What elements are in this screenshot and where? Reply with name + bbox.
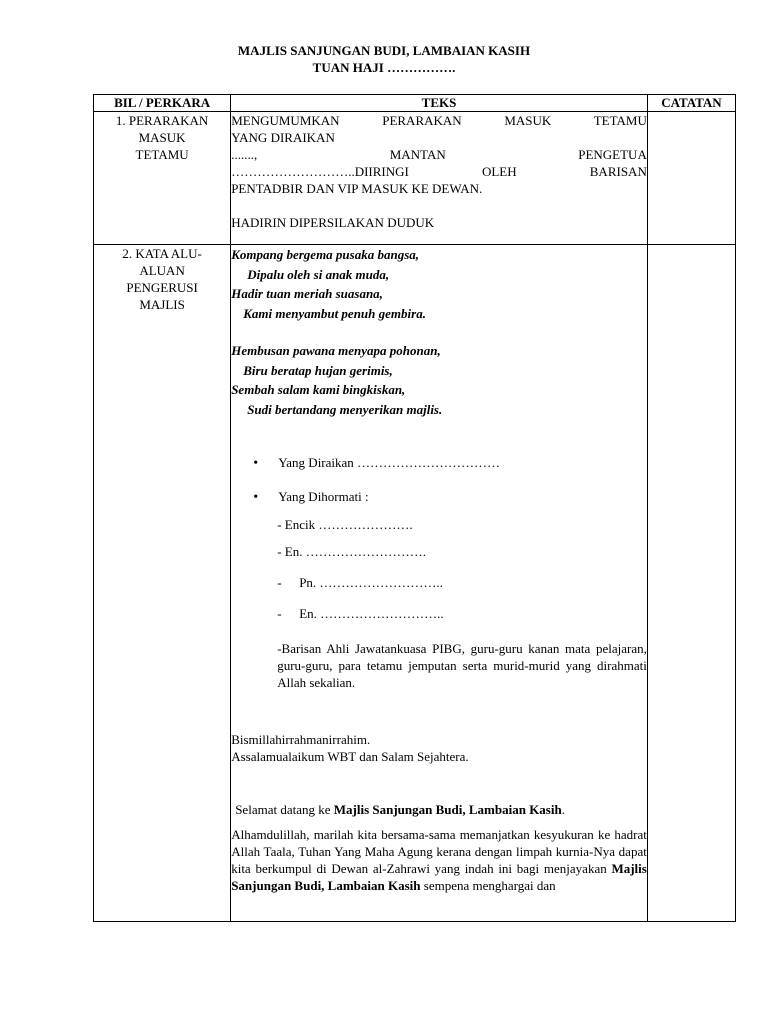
bullet-yang-dihormati xyxy=(253,488,647,506)
pantun-line: Sembah salam kami bingkiskan, xyxy=(231,382,406,397)
table-row xyxy=(94,245,736,922)
table-row xyxy=(94,112,736,245)
pantun-line: Biru beratap hujan gerimis, xyxy=(243,362,393,378)
row1-bil-line: MASUK xyxy=(138,130,186,145)
dihormati-item xyxy=(277,605,647,622)
bullet-icon: • xyxy=(253,490,259,505)
dash-mark: - xyxy=(277,606,282,621)
row2-bil-cell xyxy=(94,245,231,922)
pantun-1 xyxy=(231,245,647,323)
row1-teks-line: MENGUMUMKAN PERARAKAN MASUK TETAMU xyxy=(231,113,647,128)
salam-line: Assalamualaikum WBT dan Salam Sejahtera. xyxy=(231,749,469,764)
pantun-line: Kami menyambut penuh gembira. xyxy=(243,305,426,321)
bismillah-line: Bismillahirrahmanirrahim. xyxy=(231,732,371,747)
row1-bil-line: 1. PERARAKAN xyxy=(115,113,209,128)
bullet-text: Yang Dihormati : xyxy=(278,489,369,504)
document-subtitle: TUAN HAJI ……………. xyxy=(312,60,456,75)
selamat-text: Selamat datang ke xyxy=(235,802,334,817)
row1-teks-line: PENTADBIR DAN VIP MASUK KE DEWAN. xyxy=(231,181,483,196)
dihormati-text: En. ……………………….. xyxy=(299,606,444,621)
row1-teks-line: ......., MANTAN PENGETUA xyxy=(231,147,647,162)
row2-bil-line: 2. KATA ALU- xyxy=(122,246,202,261)
pantun-line: Kompang bergema pusaka bangsa, xyxy=(231,247,420,262)
barisan-paragraph: -Barisan Ahli Jawatankuasa PIBG, guru-guru kanan mata pelajaran, guru-guru, para tetamu jemputan serta murid-murid yang dirahmati Allah sekalian. xyxy=(277,641,647,690)
header-catatan: CATATAN xyxy=(647,95,735,112)
row2-bil-line: ALUAN xyxy=(139,263,185,278)
row2-bil-line: PENGERUSI xyxy=(126,280,198,295)
row1-teks-line: YANG DIRAIKAN xyxy=(231,130,335,145)
row1-bil-cell xyxy=(94,112,231,245)
pantun-2 xyxy=(231,341,647,419)
dihormati-item: - Encik …………………. xyxy=(277,517,413,532)
alham-text: sempena menghargai dan xyxy=(420,878,556,893)
header-teks: TEKS xyxy=(231,95,648,112)
header-bil-perkara: BIL / PERKARA xyxy=(94,95,231,112)
alham-text: Alhamdulillah, marilah kita bersama-sama memanjatkan kesyukuran ke hadrat Allah Taala, Tuhan Yang Maha Agung kerana dengan limpah kurnia-Nya dapat kita berkumpul di Dewan al-Zahrawi yang indah ini bagi menjayakan xyxy=(231,827,647,876)
row1-bil-line: TETAMU xyxy=(135,147,189,162)
pantun-line: Hembusan pawana menyapa pohonan, xyxy=(231,343,441,358)
row2-catatan-cell xyxy=(647,245,735,922)
row1-hadirin: HADIRIN DIPERSILAKAN DUDUK xyxy=(231,215,435,230)
bullet-icon: • xyxy=(253,456,259,471)
row1-catatan-cell xyxy=(647,112,735,245)
pantun-line: Hadir tuan meriah suasana, xyxy=(231,286,383,301)
dihormati-text: Pn. ……………………….. xyxy=(299,575,443,590)
selamat-datang-line xyxy=(231,801,647,818)
majlis-name: Majlis Sanjungan Budi, Lambaian Kasih xyxy=(231,861,647,893)
row2-teks-cell xyxy=(231,245,648,922)
row2-bil-line: MAJLIS xyxy=(139,297,185,312)
row1-teks-line: ………………………..DIIRINGI OLEH BARISAN xyxy=(231,164,647,179)
selamat-end: . xyxy=(561,802,565,817)
majlis-name: Majlis Sanjungan Budi, Lambaian Kasih xyxy=(333,802,562,817)
dihormati-item: - En. ………………………. xyxy=(277,544,426,559)
alhamdulillah-paragraph xyxy=(231,826,647,894)
bullet-yang-diraikan xyxy=(253,454,647,472)
program-table xyxy=(93,94,736,922)
pantun-line: Sudi bertandang menyerikan majlis. xyxy=(247,401,443,417)
bullet-text: Yang Diraikan …………………………… xyxy=(278,455,501,470)
table-header-row xyxy=(94,95,736,112)
pantun-line: Dipalu oleh si anak muda, xyxy=(247,266,390,282)
document-title: MAJLIS SANJUNGAN BUDI, LAMBAIAN KASIH xyxy=(237,43,531,58)
dash-mark: - xyxy=(277,575,282,590)
dihormati-item xyxy=(277,574,647,591)
row1-teks-cell xyxy=(231,112,648,245)
